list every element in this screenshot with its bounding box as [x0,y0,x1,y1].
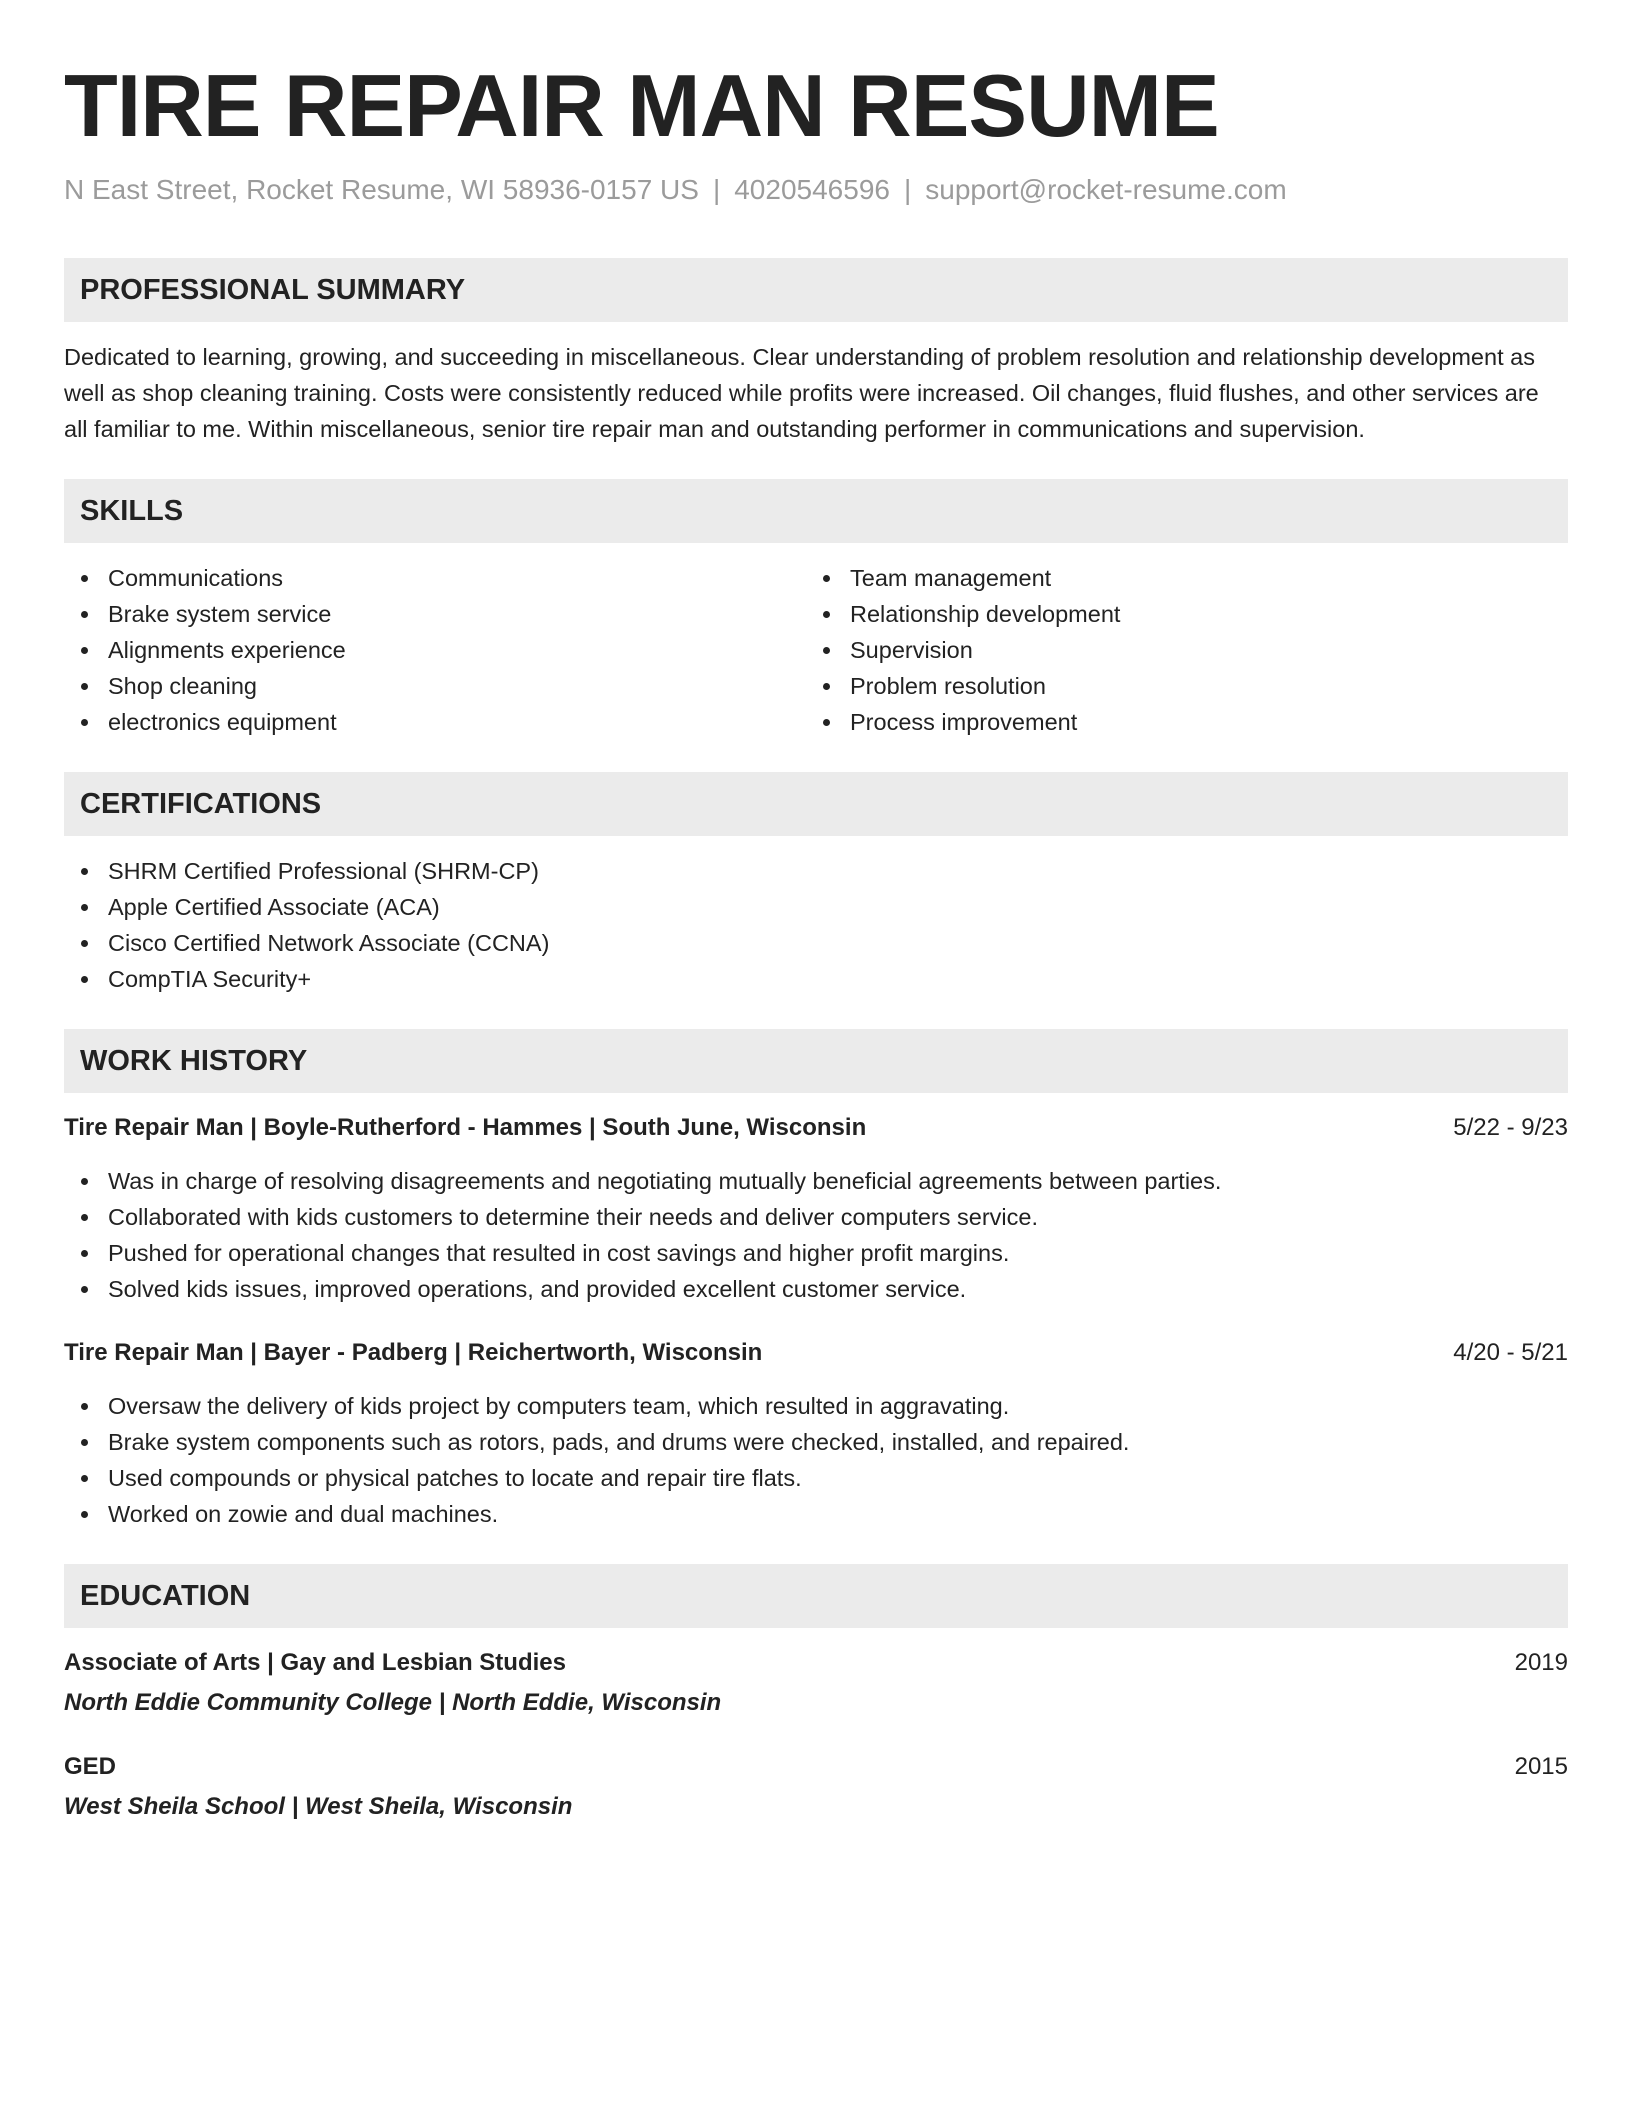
education-entry [64,1645,1568,1721]
skill-item: Shop cleaning [64,668,806,704]
skill-item: Alignments experience [64,632,806,668]
job-bullets [64,1163,1568,1307]
job-bullet: Pushed for operational changes that resulted in cost savings and higher profit margins. [64,1235,1568,1271]
resume-title: TIRE REPAIR MAN RESUME [64,56,1219,155]
job-dates: 4/20 - 5/21 [1453,1339,1568,1366]
job-header [64,1110,1568,1146]
certifications-list [64,853,1568,997]
certification-item: CompTIA Security+ [64,961,1568,997]
skills-column-left [64,560,806,740]
job-header [64,1335,1568,1371]
skills-column-right [806,560,1548,740]
section-header-summary: PROFESSIONAL SUMMARY [64,258,1568,322]
job-entry [64,1335,1568,1532]
contact-separator: | [712,174,721,205]
education-school: North Eddie Community College | North Eddie, Wisconsin [64,1689,722,1716]
job-bullets [64,1388,1568,1532]
job-bullet: Brake system components such as rotors, pads, and drums were checked, installed, and repaired. [64,1424,1568,1460]
job-bullet: Used compounds or physical patches to locate and repair tire flats. [64,1460,1568,1496]
education-header [64,1749,1568,1785]
skill-item: Problem resolution [806,668,1548,704]
skill-item: Team management [806,560,1548,596]
skills-list [64,560,1568,740]
contact-address: N East Street, Rocket Resume, WI 58936-0157 US [64,174,699,205]
skill-item: Communications [64,560,806,596]
skill-item: Process improvement [806,704,1548,740]
skill-item: electronics equipment [64,704,806,740]
section-header-work-history: WORK HISTORY [64,1029,1568,1093]
job-bullet: Solved kids issues, improved operations, and provided excellent customer service. [64,1271,1568,1307]
job-bullet: Oversaw the delivery of kids project by computers team, which resulted in aggravating. [64,1388,1568,1424]
education-degree: Associate of Arts | Gay and Lesbian Studies [64,1649,566,1676]
education-header [64,1645,1568,1681]
job-dates: 5/22 - 9/23 [1453,1114,1568,1141]
contact-phone: 4020546596 [734,174,890,205]
contact-line [64,172,1568,208]
certification-item: Apple Certified Associate (ACA) [64,889,1568,925]
resume-page [64,56,1568,1825]
contact-separator: | [903,174,912,205]
skill-item: Relationship development [806,596,1548,632]
job-bullet: Was in charge of resolving disagreements and negotiating mutually beneficial agreements between parties. [64,1163,1568,1199]
certification-item: SHRM Certified Professional (SHRM-CP) [64,853,1568,889]
job-bullet: Collaborated with kids customers to determine their needs and deliver computers service. [64,1199,1568,1235]
education-year: 2015 [1514,1753,1568,1780]
certification-item: Cisco Certified Network Associate (CCNA) [64,925,1568,961]
education-entry [64,1749,1568,1825]
job-title: Tire Repair Man | Boyle-Rutherford - Hammes | South June, Wisconsin [64,1114,867,1141]
education-year: 2019 [1514,1649,1568,1676]
job-entry [64,1110,1568,1307]
section-header-certifications: CERTIFICATIONS [64,772,1568,836]
contact-email: support@rocket-resume.com [925,174,1287,205]
section-header-skills: SKILLS [64,479,1568,543]
education-school: West Sheila School | West Sheila, Wisconsin [64,1793,573,1820]
skill-item: Supervision [806,632,1548,668]
job-title: Tire Repair Man | Bayer - Padberg | Reichertworth, Wisconsin [64,1339,763,1366]
job-bullet: Worked on zowie and dual machines. [64,1496,1568,1532]
education-degree: GED [64,1753,117,1780]
summary-text: Dedicated to learning, growing, and succeeding in miscellaneous. Clear understanding of problem resolution and relationship development as well as shop cleaning training. Costs were consistently reduced while profits were increased. Oil changes, fluid flushes, and other services are all familiar to me. Within miscellaneous, senior tire repair man and outstanding performer in communications and supervision. [64,344,1539,442]
skill-item: Brake system service [64,596,806,632]
section-header-education: EDUCATION [64,1564,1568,1628]
